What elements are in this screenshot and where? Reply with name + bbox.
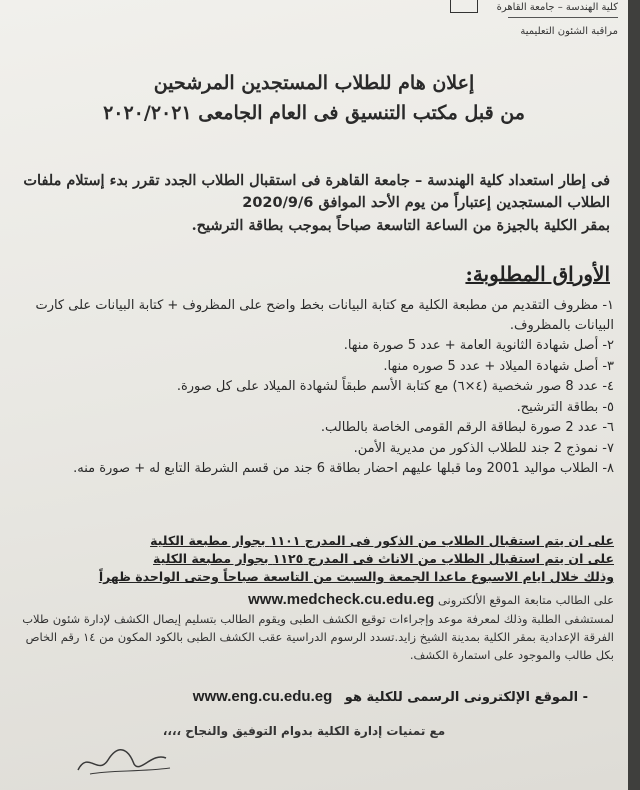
list-item: ٦- عدد 2 صورة لبطاقة الرقم القومى الخاصة بالطالب. (320, 420, 614, 435)
list-item: ٣- أصل شهادة الميلاد + عدد 5 صوره منها. (383, 358, 614, 374)
list-item: ٨- الطلاب مواليد 2001 وما قبلها عليهم احضار بطاقة 6 جند من قسم الشرطة التابع له + صورة منه. (73, 461, 614, 476)
follow-lead: على الطالب متابعة الموقع الألكترونى (437, 593, 614, 607)
university-logo-icon (450, 0, 478, 13)
intro-part-2: بمقر الكلية بالجيزة من الساعة التاسعة صباحاً بموجب بطاقة الترشيح. (191, 216, 610, 234)
closing-wishes: مع تمنيات إدارة الكلية بدوام التوفيق والنجاح ،،،، (162, 724, 446, 738)
list-item: ٧- نموذج 2 جند للطلاب الذكور من مديرية الأمن. (353, 440, 614, 456)
note-female-reception: على ان يتم استقبال الطلاب من الاناث فى المدرج ١١٢٥ بجوار مطبعة الكلية (153, 551, 614, 567)
list-item: ١- مظروف التقديم من مطبعة الكلية مع كتابة البيانات بخط واضح على المظروف + كتابة البيانات على كارت البيانات بالمظروف. (35, 298, 614, 333)
letterhead-faculty: كلية الهندسة – جامعة القاهرة (496, 2, 618, 13)
letterhead-office: مراقبة الشئون التعليمية (520, 26, 618, 37)
announcement-title (60, 72, 568, 124)
website-url: www.eng.cu.edu.eg (192, 688, 333, 705)
medical-check-paragraph (14, 588, 614, 665)
signature-icon (70, 740, 180, 780)
required-documents-heading: الأوراق المطلوبة: (465, 262, 610, 286)
letterhead-divider (508, 17, 618, 18)
medcheck-url: www.medcheck.cu.edu.eg (248, 591, 435, 608)
start-date: 2020/9/6 (242, 195, 314, 212)
list-item: ٤- عدد 8 صور شخصية (٤×٦) مع كتابة الأسم طبقاً لشهادة الميلاد على كل صورة. (176, 379, 614, 394)
title-line-2: من قبل مكتب التنسيق فى العام الجامعى ٢٠٢٠/٢٠٢١ (103, 102, 525, 124)
official-website-line (60, 688, 588, 705)
title-line-1: إعلان هام للطلاب المستجدين المرشحين (153, 72, 475, 94)
note-working-hours: وذلك خلال ايام الاسبوع ماعدا الجمعة والسبت من التاسعة صباحاً وحتى الواحدة ظهراً (98, 569, 614, 585)
intro-part-1: فى إطار استعداد كلية الهندسة – جامعة القاهرة فى استقبال الطلاب الجدد تقرر بدء إستلام ملفات الطلاب المستجدين إعتباراً من يوم الأحد الموافق (23, 172, 610, 212)
reception-notes (14, 532, 614, 586)
list-item: ٢- أصل شهادة الثانوية العامة + عدد 5 صورة منها. (343, 338, 614, 353)
note-male-reception: على ان يتم استقبال الطلاب من الذكور فى المدرج ١١٠١ بجوار مطبعة الكلية (150, 533, 614, 548)
list-item: ٥- بطاقة الترشيح. (516, 399, 614, 415)
letterhead (488, 0, 618, 39)
intro-paragraph (14, 170, 610, 237)
website-label: - الموقع الإلكترونى الرسمى للكلية هو (344, 690, 588, 705)
requirements-list (14, 296, 614, 480)
follow-body: لمستشفى الطلبة وذلك لمعرفة موعد وإجراءات توقيع الكشف الطبى ويقوم الطالب بتسليم إيصال الكشف لإدارة شئون طلاب الفرقة الإعدادية بمقر الكلية بمدينة الشيخ زايد.تسدد الرسوم الدراسية عقب الكشف الطبى بالكود المكون من ١٤ رقم الخاص بكل طالب والموجود على استمارة الكشف. (22, 612, 614, 662)
